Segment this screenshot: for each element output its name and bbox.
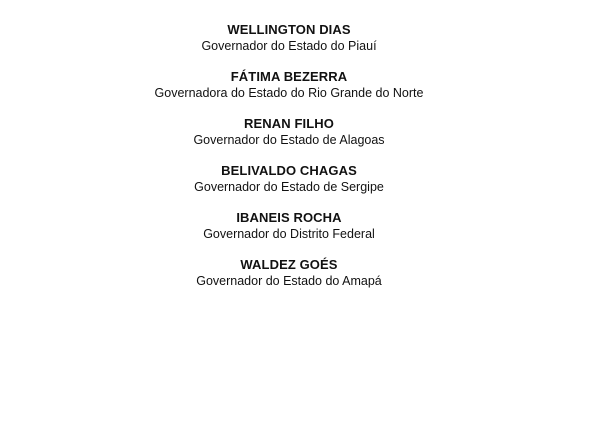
- signatory-title: Governadora do Estado do Rio Grande do Norte: [154, 86, 424, 100]
- signatory-name: BELIVALDO CHAGAS: [221, 163, 357, 178]
- signatories-list: [0, 22, 578, 304]
- signatory-name: WALDEZ GOÉS: [240, 257, 338, 272]
- signatory-block: [0, 22, 578, 54]
- signatory-title: Governador do Distrito Federal: [203, 227, 375, 241]
- signatory-name: RENAN FILHO: [244, 116, 334, 131]
- signatory-title: Governador do Estado de Alagoas: [193, 133, 385, 147]
- signatory-title: Governador do Estado de Sergipe: [194, 180, 384, 194]
- signatory-name: FÁTIMA BEZERRA: [230, 69, 348, 84]
- signatory-block: [0, 210, 578, 242]
- signatory-name: IBANEIS ROCHA: [236, 210, 342, 225]
- signatory-title: Governador do Estado do Amapá: [196, 274, 382, 288]
- signatory-block: [0, 163, 578, 195]
- signatory-block: [0, 69, 578, 101]
- signatory-block: [0, 116, 578, 148]
- signatory-block: [0, 257, 578, 289]
- signatory-name: WELLINGTON DIAS: [227, 22, 351, 37]
- signatory-title: Governador do Estado do Piauí: [201, 39, 377, 53]
